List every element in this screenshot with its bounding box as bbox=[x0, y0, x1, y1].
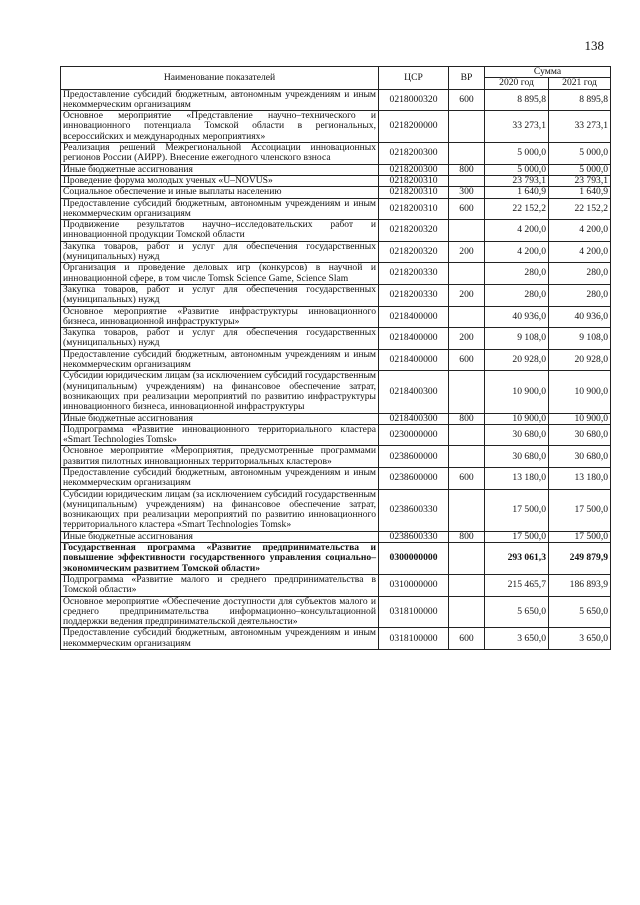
row-vr-cell bbox=[449, 263, 485, 285]
row-sum-2020-cell: 5 000,0 bbox=[485, 164, 549, 175]
header-vr: ВР bbox=[449, 67, 485, 90]
table-row bbox=[61, 628, 611, 650]
row-vr-cell: 200 bbox=[449, 284, 485, 306]
row-sum-2021-cell: 33 273,1 bbox=[549, 111, 611, 143]
row-sum-2021-cell: 10 900,0 bbox=[549, 413, 611, 424]
row-sum-2021-cell: 280,0 bbox=[549, 284, 611, 306]
row-name-cell: Предоставление субсидий бюджетным, автономным учреждениям и иным некоммерческим организациям bbox=[61, 628, 379, 650]
row-code-cell: 0218200310 bbox=[379, 198, 449, 220]
row-code-cell: 0218400000 bbox=[379, 328, 449, 350]
table-row bbox=[61, 596, 611, 628]
row-vr-cell bbox=[449, 543, 485, 575]
row-sum-2021-cell: 13 180,0 bbox=[549, 467, 611, 489]
row-sum-2021-cell: 22 152,2 bbox=[549, 198, 611, 220]
row-name-cell: Иные бюджетные ассигнования bbox=[61, 164, 379, 175]
row-sum-2021-cell: 23 793,1 bbox=[549, 175, 611, 186]
table-row bbox=[61, 187, 611, 198]
row-name-cell: Продвижение результатов научно–исследовательских работ и инновационной продукции Томской области bbox=[61, 220, 379, 242]
row-name-cell: Проведение форума молодых ученых «U–NOVUS» bbox=[61, 175, 379, 186]
row-name-cell: Иные бюджетные ассигнования bbox=[61, 413, 379, 424]
row-name-cell: Основное мероприятие «Мероприятия, предусмотренные программами развития пилотных инновационных территориальных кластеров» bbox=[61, 446, 379, 468]
row-sum-2021-cell: 4 200,0 bbox=[549, 241, 611, 263]
row-sum-2020-cell: 17 500,0 bbox=[485, 531, 549, 542]
row-code-cell: 0318100000 bbox=[379, 596, 449, 628]
row-sum-2020-cell: 280,0 bbox=[485, 263, 549, 285]
table-row bbox=[61, 413, 611, 424]
row-name-cell: Предоставление субсидий бюджетным, автономным учреждениям и иным некоммерческим организациям bbox=[61, 349, 379, 371]
row-sum-2020-cell: 4 200,0 bbox=[485, 241, 549, 263]
row-sum-2020-cell: 5 000,0 bbox=[485, 143, 549, 165]
table-row bbox=[61, 263, 611, 285]
table-row bbox=[61, 349, 611, 371]
row-sum-2020-cell: 33 273,1 bbox=[485, 111, 549, 143]
row-vr-cell bbox=[449, 371, 485, 413]
row-code-cell: 0218200330 bbox=[379, 284, 449, 306]
row-vr-cell bbox=[449, 306, 485, 328]
row-sum-2021-cell: 17 500,0 bbox=[549, 489, 611, 531]
row-code-cell: 0218400300 bbox=[379, 371, 449, 413]
row-sum-2021-cell: 5 650,0 bbox=[549, 596, 611, 628]
row-sum-2020-cell: 3 650,0 bbox=[485, 628, 549, 650]
table-row bbox=[61, 143, 611, 165]
table-row bbox=[61, 371, 611, 413]
row-vr-cell: 600 bbox=[449, 467, 485, 489]
row-sum-2020-cell: 23 793,1 bbox=[485, 175, 549, 186]
row-name-cell: Субсидии юридическим лицам (за исключением субсидий государственным (муниципальным) учреждениям) на финансовое обеспечение затрат, возникающих при реализации мероприятий по развитию инновационного территориального кластера «Smart Technologies Tomsk» bbox=[61, 489, 379, 531]
row-sum-2020-cell: 280,0 bbox=[485, 284, 549, 306]
row-vr-cell: 600 bbox=[449, 628, 485, 650]
row-sum-2021-cell: 4 200,0 bbox=[549, 220, 611, 242]
row-sum-2021-cell: 1 640,9 bbox=[549, 187, 611, 198]
row-vr-cell bbox=[449, 143, 485, 165]
row-code-cell: 0318100000 bbox=[379, 628, 449, 650]
row-code-cell: 0218200320 bbox=[379, 241, 449, 263]
row-sum-2020-cell: 30 680,0 bbox=[485, 424, 549, 446]
row-sum-2020-cell: 40 936,0 bbox=[485, 306, 549, 328]
row-vr-cell bbox=[449, 596, 485, 628]
row-name-cell: Основное мероприятие «Развитие инфраструктуры инновационного бизнеса, инновационной инфраструктуры» bbox=[61, 306, 379, 328]
row-sum-2020-cell: 5 650,0 bbox=[485, 596, 549, 628]
row-name-cell: Иные бюджетные ассигнования bbox=[61, 531, 379, 542]
row-name-cell: Закупка товаров, работ и услуг для обеспечения государственных (муниципальных) нужд bbox=[61, 284, 379, 306]
table-row bbox=[61, 164, 611, 175]
row-sum-2021-cell: 5 000,0 bbox=[549, 143, 611, 165]
row-code-cell: 0218200320 bbox=[379, 220, 449, 242]
table-row bbox=[61, 446, 611, 468]
table-header bbox=[61, 67, 611, 90]
row-name-cell: Подпрограмма «Развитие инновационного территориального кластера «Smart Technologies Tomsk» bbox=[61, 424, 379, 446]
row-sum-2020-cell: 4 200,0 bbox=[485, 220, 549, 242]
table-row bbox=[61, 89, 611, 111]
table-row bbox=[61, 284, 611, 306]
header-year-2021: 2021 год bbox=[549, 78, 611, 89]
row-vr-cell: 800 bbox=[449, 531, 485, 542]
table-row bbox=[61, 574, 611, 596]
row-vr-cell: 800 bbox=[449, 413, 485, 424]
row-sum-2020-cell: 22 152,2 bbox=[485, 198, 549, 220]
row-sum-2020-cell: 30 680,0 bbox=[485, 446, 549, 468]
row-sum-2020-cell: 13 180,0 bbox=[485, 467, 549, 489]
header-code: ЦСР bbox=[379, 67, 449, 90]
table-row bbox=[61, 543, 611, 575]
row-vr-cell bbox=[449, 424, 485, 446]
row-name-cell: Предоставление субсидий бюджетным, автономным учреждениям и иным некоммерческим организациям bbox=[61, 198, 379, 220]
row-vr-cell: 300 bbox=[449, 187, 485, 198]
row-sum-2020-cell: 215 465,7 bbox=[485, 574, 549, 596]
row-code-cell: 0238600330 bbox=[379, 489, 449, 531]
row-sum-2021-cell: 30 680,0 bbox=[549, 446, 611, 468]
row-code-cell: 0218200300 bbox=[379, 143, 449, 165]
table-row bbox=[61, 531, 611, 542]
row-vr-cell: 200 bbox=[449, 328, 485, 350]
row-sum-2020-cell: 9 108,0 bbox=[485, 328, 549, 350]
budget-table bbox=[60, 66, 611, 650]
header-year-2020: 2020 год bbox=[485, 78, 549, 89]
row-vr-cell bbox=[449, 446, 485, 468]
table-row bbox=[61, 111, 611, 143]
row-sum-2020-cell: 10 900,0 bbox=[485, 371, 549, 413]
row-code-cell: 0238600000 bbox=[379, 446, 449, 468]
table-row bbox=[61, 175, 611, 186]
row-name-cell: Предоставление субсидий бюджетным, автономным учреждениям и иным некоммерческим организациям bbox=[61, 89, 379, 111]
row-code-cell: 0230000000 bbox=[379, 424, 449, 446]
row-code-cell: 0218400000 bbox=[379, 349, 449, 371]
row-sum-2021-cell: 10 900,0 bbox=[549, 371, 611, 413]
row-name-cell: Реализация решений Межрегиональной Ассоциации инновационных регионов России (АИРР). Внесение ежегодного членского взноса bbox=[61, 143, 379, 165]
row-code-cell: 0218200310 bbox=[379, 175, 449, 186]
row-vr-cell bbox=[449, 175, 485, 186]
row-sum-2021-cell: 5 000,0 bbox=[549, 164, 611, 175]
row-sum-2020-cell: 10 900,0 bbox=[485, 413, 549, 424]
row-code-cell: 0218400300 bbox=[379, 413, 449, 424]
row-code-cell: 0218200310 bbox=[379, 187, 449, 198]
table-row bbox=[61, 424, 611, 446]
row-sum-2021-cell: 20 928,0 bbox=[549, 349, 611, 371]
row-vr-cell bbox=[449, 489, 485, 531]
row-code-cell: 0310000000 bbox=[379, 574, 449, 596]
table-row bbox=[61, 198, 611, 220]
row-name-cell: Предоставление субсидий бюджетным, автономным учреждениям и иным некоммерческим организациям bbox=[61, 467, 379, 489]
table-row bbox=[61, 467, 611, 489]
row-code-cell: 0300000000 bbox=[379, 543, 449, 575]
row-name-cell: Закупка товаров, работ и услуг для обеспечения государственных (муниципальных) нужд bbox=[61, 241, 379, 263]
row-sum-2021-cell: 40 936,0 bbox=[549, 306, 611, 328]
row-sum-2021-cell: 9 108,0 bbox=[549, 328, 611, 350]
row-vr-cell: 800 bbox=[449, 164, 485, 175]
row-sum-2020-cell: 8 895,8 bbox=[485, 89, 549, 111]
row-sum-2021-cell: 30 680,0 bbox=[549, 424, 611, 446]
row-code-cell: 0218400000 bbox=[379, 306, 449, 328]
row-sum-2020-cell: 1 640,9 bbox=[485, 187, 549, 198]
row-code-cell: 0238600330 bbox=[379, 531, 449, 542]
row-name-cell: Основное мероприятие «Представление научно–технического и инновационного потенциала Томской области в региональных, всероссийских и международных мероприятиях» bbox=[61, 111, 379, 143]
row-code-cell: 0238600000 bbox=[379, 467, 449, 489]
row-name-cell: Закупка товаров, работ и услуг для обеспечения государственных (муниципальных) нужд bbox=[61, 328, 379, 350]
row-code-cell: 0218200330 bbox=[379, 263, 449, 285]
row-vr-cell: 600 bbox=[449, 89, 485, 111]
table-row bbox=[61, 489, 611, 531]
row-sum-2020-cell: 20 928,0 bbox=[485, 349, 549, 371]
row-vr-cell: 600 bbox=[449, 349, 485, 371]
row-vr-cell: 200 bbox=[449, 241, 485, 263]
row-code-cell: 0218200000 bbox=[379, 111, 449, 143]
row-name-cell: Подпрограмма «Развитие малого и среднего предпринимательства в Томской области» bbox=[61, 574, 379, 596]
row-vr-cell bbox=[449, 220, 485, 242]
header-name: Наименование показателей bbox=[61, 67, 379, 90]
row-sum-2021-cell: 186 893,9 bbox=[549, 574, 611, 596]
row-sum-2021-cell: 8 895,8 bbox=[549, 89, 611, 111]
row-sum-2021-cell: 3 650,0 bbox=[549, 628, 611, 650]
row-name-cell: Организация и проведение деловых игр (конкурсов) в научной и инновационной сфере, в том числе Tomsk Science Game, Science Slam bbox=[61, 263, 379, 285]
row-code-cell: 0218000320 bbox=[379, 89, 449, 111]
row-name-cell: Основное мероприятие «Обеспечение доступности для субъектов малого и среднего предпринимательства информационно–консультационной поддержки ведения предпринимательской деятельности» bbox=[61, 596, 379, 628]
row-vr-cell bbox=[449, 111, 485, 143]
table-row bbox=[61, 328, 611, 350]
row-name-cell: Социальное обеспечение и иные выплаты населению bbox=[61, 187, 379, 198]
row-vr-cell: 600 bbox=[449, 198, 485, 220]
row-name-cell: Субсидии юридическим лицам (за исключением субсидий государственным (муниципальным) учреждениям) на финансовое обеспечение затрат, возникающих при реализации мероприятий по развитию инфраструктуры инновационного бизнеса, инновационной инфраструктуры bbox=[61, 371, 379, 413]
row-name-cell: Государственная программа «Развитие предпринимательства и повышение эффективности государственного управления социально–экономическим развитием Томской области» bbox=[61, 543, 379, 575]
header-sum: Сумма bbox=[485, 67, 611, 78]
table-row bbox=[61, 220, 611, 242]
table-body bbox=[61, 89, 611, 649]
row-sum-2020-cell: 293 061,3 bbox=[485, 543, 549, 575]
row-sum-2021-cell: 249 879,9 bbox=[549, 543, 611, 575]
page-number: 138 bbox=[584, 38, 604, 53]
table-row bbox=[61, 306, 611, 328]
row-vr-cell bbox=[449, 574, 485, 596]
row-sum-2021-cell: 280,0 bbox=[549, 263, 611, 285]
row-code-cell: 0218200300 bbox=[379, 164, 449, 175]
row-sum-2020-cell: 17 500,0 bbox=[485, 489, 549, 531]
table-row bbox=[61, 241, 611, 263]
row-sum-2021-cell: 17 500,0 bbox=[549, 531, 611, 542]
